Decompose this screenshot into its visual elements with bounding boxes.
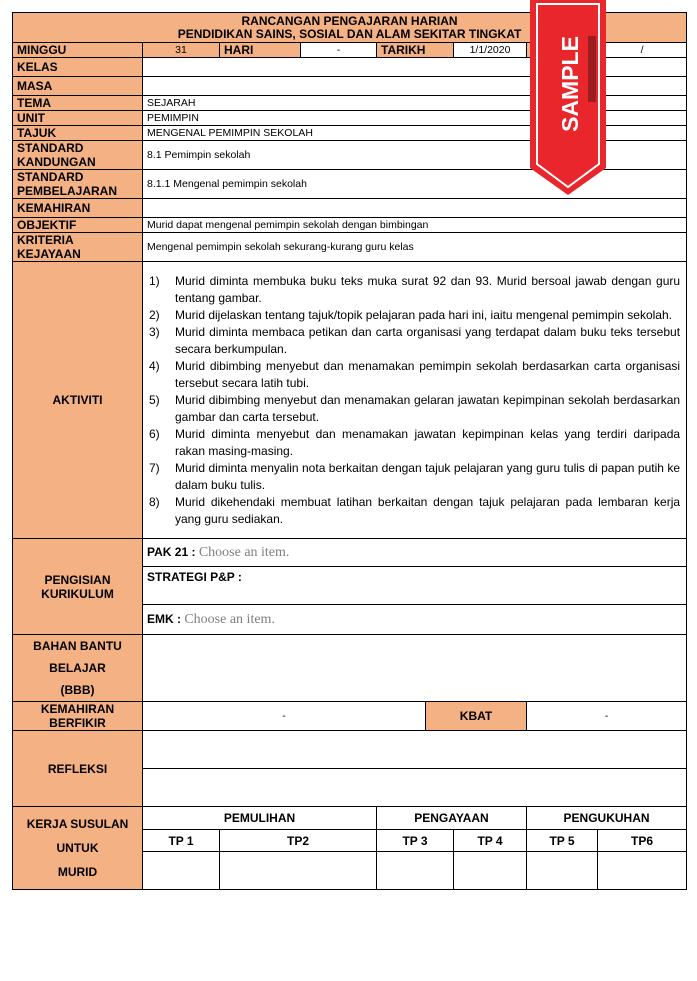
aktiviti-item-number: 8) bbox=[149, 494, 160, 509]
aktiviti-content[interactable] bbox=[143, 262, 687, 539]
kerja-susulan-label bbox=[13, 807, 143, 890]
kriteria-kejayaan-label: KRITERIA KEJAYAAN bbox=[13, 233, 143, 262]
standard-kandungan-value[interactable]: 8.1 Pemimpin sekolah bbox=[143, 141, 687, 170]
pak21-dropdown[interactable]: Choose an item. bbox=[198, 544, 290, 560]
aktiviti-item-text: Murid diminta menyebut dan menamakan jawatan kepimpinan kelas yang terdiri daripada rakan masing-masing. bbox=[175, 426, 681, 458]
strategi-label: STRATEGI P&P : bbox=[147, 570, 242, 584]
unit-value[interactable]: PEMIMPIN bbox=[143, 111, 687, 126]
tarikh-label: TARIKH bbox=[377, 43, 454, 58]
pengukuhan-header: PENGUKUHAN bbox=[527, 807, 687, 830]
aktiviti-label: AKTIVITI bbox=[13, 262, 143, 539]
emk-label: EMK : bbox=[147, 611, 181, 626]
aktiviti-item-text: Murid dibimbing menyebut dan menamakan gelaran jawatan kepimpinan sekolah berdasarkan gambar dan carta tersebut. bbox=[175, 392, 681, 424]
masa-label: MASA bbox=[13, 77, 143, 96]
objektif-value[interactable]: Murid dapat mengenal pemimpin sekolah dengan bimbingan bbox=[143, 218, 687, 233]
kbat-value[interactable]: - bbox=[527, 702, 687, 731]
aktiviti-item bbox=[149, 358, 680, 392]
kriteria-kejayaan-value[interactable]: Mengenal pemimpin sekolah sekurang-kurang guru kelas bbox=[143, 233, 687, 262]
kelas-label: KELAS bbox=[13, 58, 143, 77]
hari-label: HARI bbox=[220, 43, 301, 58]
pemulihan-header: PEMULIHAN bbox=[143, 807, 377, 830]
aktiviti-item-text: Murid diminta menyalin nota berkaitan dengan tajuk pelajaran yang guru tulis di papan putih ke dalam buku tulis. bbox=[175, 460, 681, 492]
tp4-cell[interactable] bbox=[454, 852, 527, 890]
tema-value[interactable]: SEJARAH bbox=[143, 96, 687, 111]
kemahiran-value[interactable] bbox=[143, 199, 687, 218]
extra-value[interactable]: / bbox=[598, 43, 687, 58]
emk-field[interactable] bbox=[143, 605, 687, 635]
aktiviti-item-number: 6) bbox=[149, 426, 160, 441]
tajuk-label: TAJUK bbox=[13, 126, 143, 141]
pak21-label: PAK 21 : bbox=[147, 544, 196, 559]
standard-pembelajaran-label: STANDARD PEMBELAJARAN bbox=[13, 170, 143, 199]
kemahiran-berfikir-value[interactable]: - bbox=[143, 702, 426, 731]
sample-stamp-small-strip bbox=[588, 36, 596, 102]
objektif-label: OBJEKTIF bbox=[13, 218, 143, 233]
tarikh-value[interactable]: 1/1/2020 bbox=[454, 43, 527, 58]
bbb-label-line-2: (BBB) bbox=[60, 683, 95, 697]
refleksi-value-2[interactable] bbox=[143, 769, 687, 807]
pak21-field[interactable] bbox=[143, 539, 687, 567]
aktiviti-item bbox=[149, 392, 680, 426]
tp2-cell[interactable] bbox=[220, 852, 377, 890]
tp6-cell[interactable] bbox=[598, 852, 687, 890]
tp1-cell[interactable] bbox=[143, 852, 220, 890]
hari-value[interactable]: - bbox=[301, 43, 377, 58]
kemahiran-berfikir-label: KEMAHIRAN BERFIKIR bbox=[13, 702, 143, 731]
tp3-header: TP 3 bbox=[377, 830, 454, 852]
bbb-label-line-1: BAHAN BANTU BELAJAR bbox=[33, 639, 122, 675]
aktiviti-item bbox=[149, 460, 680, 494]
tp1-header: TP 1 bbox=[143, 830, 220, 852]
tp2-header: TP2 bbox=[220, 830, 377, 852]
aktiviti-item-number: 7) bbox=[149, 460, 160, 475]
aktiviti-item-text: Murid diminta membaca petikan dan carta organisasi yang terdapat dalam buku teks tersebut secara berkumpulan. bbox=[175, 324, 681, 356]
aktiviti-item bbox=[149, 494, 680, 528]
aktiviti-item-number: 2) bbox=[149, 307, 160, 322]
kemahiran-label: KEMAHIRAN bbox=[13, 199, 143, 218]
aktiviti-item bbox=[149, 426, 680, 460]
tp5-cell[interactable] bbox=[527, 852, 598, 890]
minggu-label: MINGGU bbox=[13, 43, 143, 58]
aktiviti-item bbox=[149, 307, 680, 324]
tema-label: TEMA bbox=[13, 96, 143, 111]
standard-pembelajaran-value[interactable]: 8.1.1 Mengenal pemimpin sekolah bbox=[143, 170, 687, 199]
title-line-2: PENDIDIKAN SAINS, SOSIAL DAN ALAM SEKITAR TINGKAT bbox=[177, 26, 522, 41]
aktiviti-item-text: Murid diminta membuka buku teks muka surat 92 dan 93. Murid bersoal jawab dengan guru tentang gambar. bbox=[175, 273, 681, 305]
aktiviti-item bbox=[149, 273, 680, 307]
aktiviti-item-number: 4) bbox=[149, 358, 160, 373]
tp6-header: TP6 bbox=[598, 830, 687, 852]
standard-kandungan-label: STANDARD KANDUNGAN bbox=[13, 141, 143, 170]
aktiviti-item-text: Murid dijelaskan tentang tajuk/topik pelajaran pada hari ini, iaitu mengenal pemimpin sekolah. bbox=[175, 307, 672, 322]
unit-label: UNIT bbox=[13, 111, 143, 126]
kerja-susulan-line-2: MURID bbox=[57, 865, 98, 879]
minggu-value[interactable]: 31 bbox=[143, 43, 220, 58]
aktiviti-item-text: Murid dibimbing menyebut dan menamakan pemimpin sekolah berdasarkan carta organisasi tersebut secara latih tubi. bbox=[175, 358, 681, 390]
aktiviti-item-number: 1) bbox=[149, 273, 160, 288]
aktiviti-item-text: Murid dikehendaki membuat latihan berkaitan dengan tajuk pelajaran pada lembaran kerja yang guru sediakan. bbox=[175, 494, 681, 526]
aktiviti-item bbox=[149, 324, 680, 358]
aktiviti-item-number: 5) bbox=[149, 392, 160, 407]
tajuk-value[interactable]: MENGENAL PEMIMPIN SEKOLAH bbox=[143, 126, 687, 141]
aktiviti-item-number: 3) bbox=[149, 324, 160, 339]
kbat-label: KBAT bbox=[426, 702, 527, 731]
refleksi-value-1[interactable] bbox=[143, 731, 687, 769]
bbb-label bbox=[13, 635, 143, 702]
strategi-field[interactable] bbox=[143, 567, 687, 605]
sample-stamp bbox=[528, 0, 608, 196]
title-line-1: RANCANGAN PENGAJARAN HARIAN bbox=[241, 13, 458, 28]
kerja-susulan-line-1: KERJA SUSULAN UNTUK bbox=[26, 817, 129, 855]
sample-stamp-text: SAMPLE bbox=[557, 36, 584, 132]
tp3-cell[interactable] bbox=[377, 852, 454, 890]
pengisian-kurikulum-label: PENGISIAN KURIKULUM bbox=[13, 539, 143, 635]
refleksi-label: REFLEKSI bbox=[13, 731, 143, 807]
aktiviti-list bbox=[149, 273, 680, 528]
bbb-value[interactable] bbox=[143, 635, 687, 702]
tp4-header: TP 4 bbox=[454, 830, 527, 852]
pengayaan-header: PENGAYAAN bbox=[377, 807, 527, 830]
emk-dropdown[interactable]: Choose an item. bbox=[184, 611, 275, 627]
tp5-header: TP 5 bbox=[527, 830, 598, 852]
